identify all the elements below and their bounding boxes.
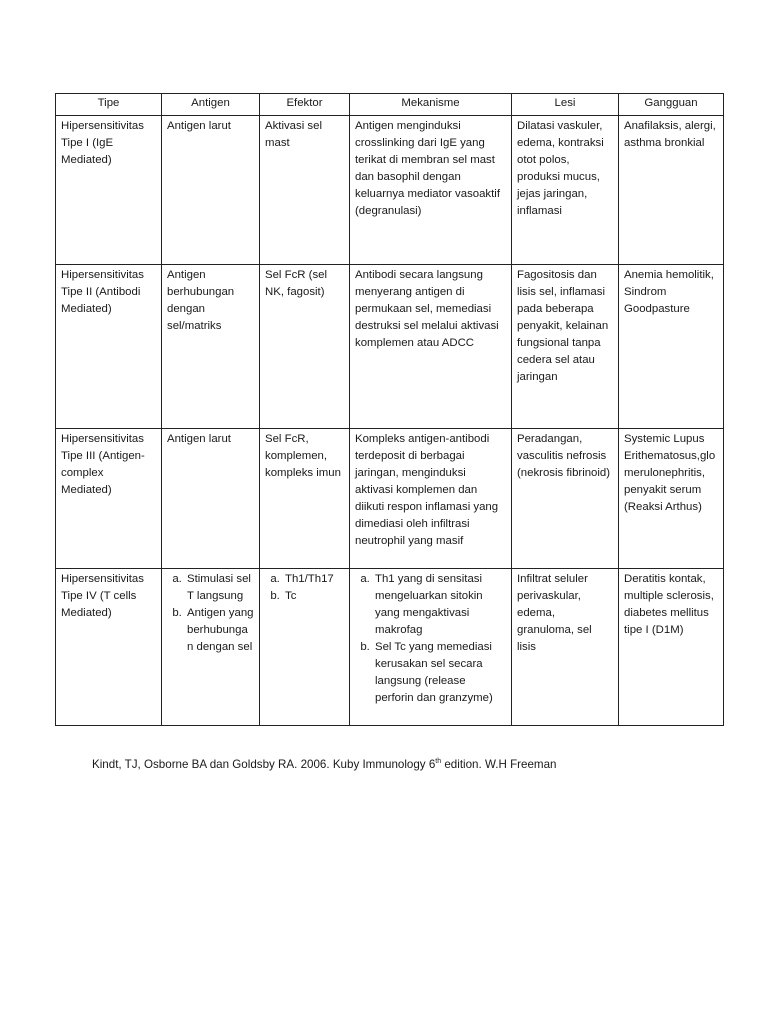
table-row [56, 265, 724, 429]
cell-gangguan: Deratitis kontak, multiple sclerosis, diabetes mellitus tipe I (D1M) [619, 569, 724, 726]
hypersensitivity-table [55, 93, 724, 726]
list-item: a. Stimulasi sel T langsung [185, 571, 254, 605]
cell-antigen [162, 569, 260, 726]
cell-gangguan: Anafilaksis, alergi, asthma bronkial [619, 116, 724, 265]
cell-efektor: Sel FcR, komplemen, kompleks imun [260, 429, 350, 569]
cell-tipe: Hipersensitivitas Tipe I (IgE Mediated) [56, 116, 162, 265]
table-row [56, 116, 724, 265]
list-item: a. Th1 yang di sensitasi mengeluarkan sitokin yang mengaktivasi makrofag [373, 571, 506, 639]
cell-lesi: Infiltrat seluler perivaskular, edema, granuloma, sel lisis [512, 569, 619, 726]
cell-lesi: Fagositosis dan lisis sel, inflamasi pada beberapa penyakit, kelainan fungsional tanpa cedera sel atau jaringan [512, 265, 619, 429]
header-antigen: Antigen [162, 94, 260, 116]
list-item: b. Antigen yang berhubungan dengan sel [185, 605, 254, 656]
cell-mekanisme: Antibodi secara langsung menyerang antigen di permukaan sel, memediasi destruksi sel melalui aktivasi komplemen atau ADCC [350, 265, 512, 429]
cell-antigen: Antigen larut [162, 429, 260, 569]
cell-efektor: Sel FcR (sel NK, fagosit) [260, 265, 350, 429]
efektor-list [265, 571, 344, 605]
reference-superscript: th [435, 758, 442, 766]
antigen-list [167, 571, 254, 656]
cell-antigen: Antigen larut [162, 116, 260, 265]
header-lesi: Lesi [512, 94, 619, 116]
reference-text-end: edition. W.H Freeman [441, 758, 557, 771]
cell-lesi: Dilatasi vaskuler, edema, kontraksi otot polos, produksi mucus, jejas jaringan, inflamasi [512, 116, 619, 265]
cell-lesi: Peradangan, vasculitis nefrosis (nekrosis fibrinoid) [512, 429, 619, 569]
reference-citation [92, 756, 556, 773]
header-mekanisme: Mekanisme [350, 94, 512, 116]
cell-tipe: Hipersensitivitas Tipe II (Antibodi Mediated) [56, 265, 162, 429]
header-tipe: Tipe [56, 94, 162, 116]
mekanisme-list [355, 571, 506, 707]
cell-tipe: Hipersensitivitas Tipe IV (T cells Mediated) [56, 569, 162, 726]
cell-mekanisme: Antigen menginduksi crosslinking dari IgE yang terikat di membran sel mast dan basophil dengan keluarnya mediator vasoaktif (degranulasi) [350, 116, 512, 265]
cell-gangguan: Systemic Lupus Erithematosus,glomerulonephritis, penyakit serum (Reaksi Arthus) [619, 429, 724, 569]
cell-efektor [260, 569, 350, 726]
cell-gangguan: Anemia hemolitik, Sindrom Goodpasture [619, 265, 724, 429]
table-row [56, 569, 724, 726]
cell-mekanisme: Kompleks antigen-antibodi terdeposit di berbagai jaringan, menginduksi aktivasi komplemen dan diikuti respon inflamasi yang dimediasi oleh infiltrasi neutrophil yang masif [350, 429, 512, 569]
list-item: a. Th1/Th17 [283, 571, 344, 588]
reference-text: Kindt, TJ, Osborne BA dan Goldsby RA. 2006. Kuby Immunology 6 [92, 758, 436, 771]
cell-efektor: Aktivasi sel mast [260, 116, 350, 265]
header-gangguan: Gangguan [619, 94, 724, 116]
table-header-row [56, 94, 724, 116]
cell-antigen: Antigen berhubungan dengan sel/matriks [162, 265, 260, 429]
cell-mekanisme [350, 569, 512, 726]
cell-tipe: Hipersensitivitas Tipe III (Antigen-complex Mediated) [56, 429, 162, 569]
list-item: b. Sel Tc yang memediasi kerusakan sel secara langsung (release perforin dan granzyme) [373, 639, 506, 707]
header-efektor: Efektor [260, 94, 350, 116]
table-row [56, 429, 724, 569]
list-item: b. Tc [283, 588, 344, 605]
